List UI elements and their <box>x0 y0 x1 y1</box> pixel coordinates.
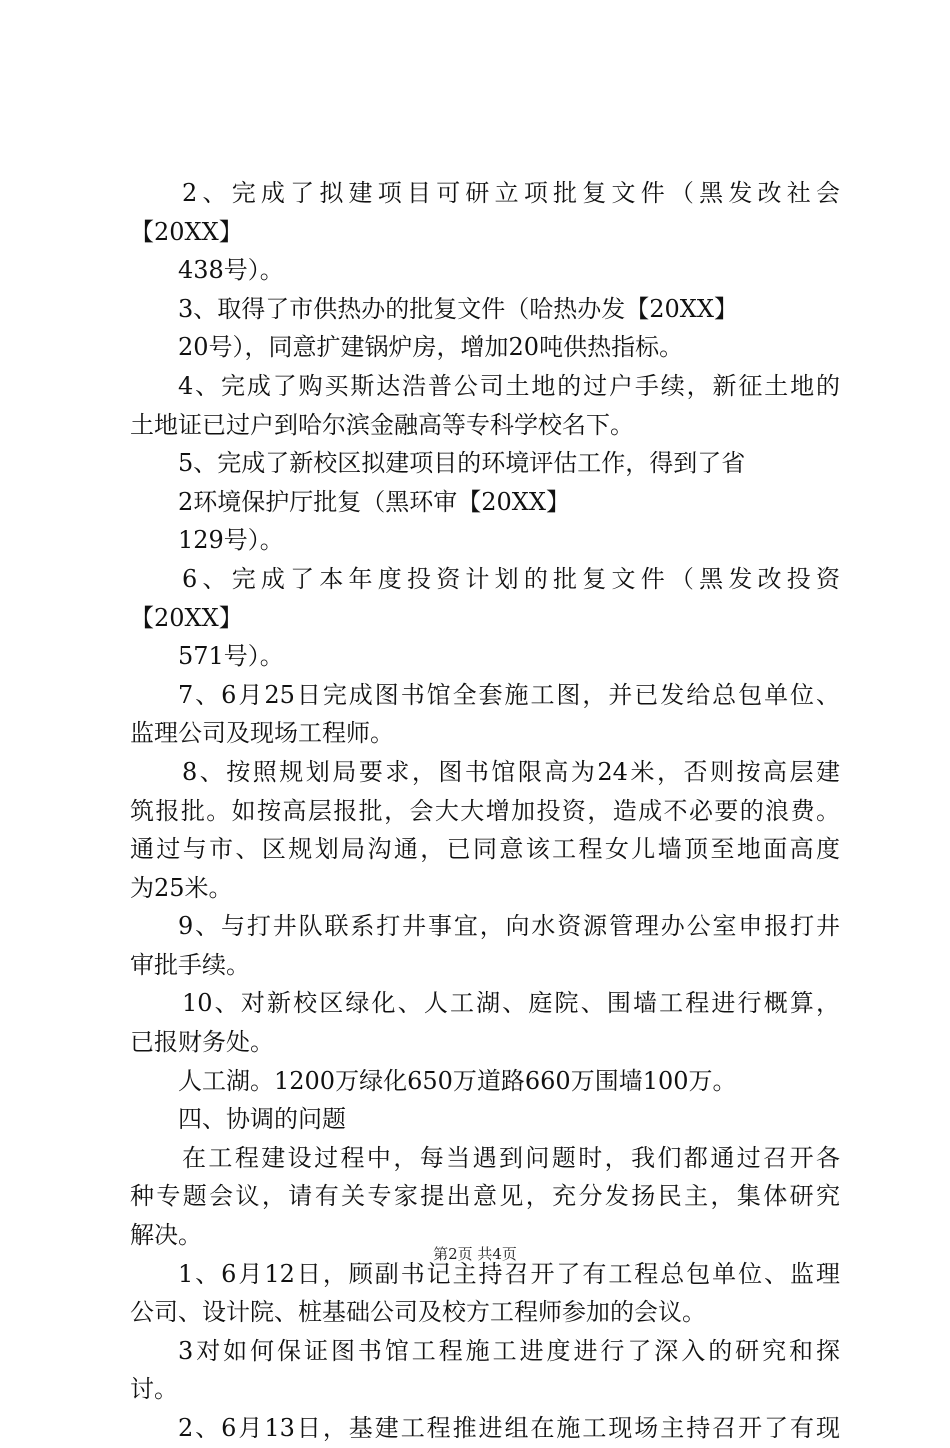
text-line: 571号）。 <box>178 642 284 671</box>
text-line: 2、6月13日，基建工程推进组在施工现场主持召开了有现 <box>178 1414 840 1442</box>
text-line: 6、完成了本年度投资计划的批复文件（黑发改投资 <box>182 564 840 593</box>
text-line: 土地证已过户到哈尔滨金融高等专科学校名下。 <box>130 410 634 439</box>
text-line: 1、6月12日，顾副书记主持召开了有工程总包单位、监理 <box>178 1259 840 1288</box>
text-line: 筑报批。如按高层报批，会大大增加投资，造成不必要的浪费。 <box>130 796 840 825</box>
text-line: 5、完成了新校区拟建项目的环境评估工作，得到了省 <box>178 449 746 478</box>
text-line: 监理公司及现场工程师。 <box>130 719 394 748</box>
text-line: 已报财务处。 <box>130 1028 274 1057</box>
text-line: 讨。 <box>130 1375 178 1404</box>
page-footer <box>0 1244 950 1264</box>
text-line: 7、6月25日完成图书馆全套施工图，并已发给总包单位、 <box>178 680 840 709</box>
text-line: 【20XX】 <box>130 217 243 246</box>
text-line: 人工湖。1200万绿化650万道路660万围墙100万。 <box>178 1066 737 1095</box>
text-line: 解决。 <box>130 1221 202 1250</box>
text-line: 四、协调的问题 <box>178 1105 346 1134</box>
text-line: 129号）。 <box>178 526 284 555</box>
text-line: 9、与打井队联系打井事宜，向水资源管理办公室申报打井 <box>178 912 840 941</box>
text-line: 通过与市、区规划局沟通，已同意该工程女儿墙顶至地面高度 <box>130 835 840 864</box>
text-line: 种专题会议，请有关专家提出意见，充分发扬民主，集体研究 <box>130 1182 840 1211</box>
text-line: 公司、设计院、桩基础公司及校方工程师参加的会议。 <box>130 1298 706 1327</box>
text-line: 为25米。 <box>130 873 233 902</box>
text-line: 8、按照规划局要求，图书馆限高为24米，否则按高层建 <box>182 757 840 786</box>
text-line: 【20XX】 <box>130 603 243 632</box>
text-line: 2、完成了拟建项目可研立项批复文件（黑发改社会 <box>182 179 840 207</box>
text-line: 3对如何保证图书馆工程施工进度进行了深入的研究和探 <box>178 1336 840 1365</box>
text-line: 10、对新校区绿化、人工湖、庭院、围墙工程进行概算， <box>182 989 840 1018</box>
text-line: 438号）。 <box>178 256 284 285</box>
text-line: 4、完成了购买斯达浩普公司土地的过户手续，新征土地的 <box>178 371 840 400</box>
text-line: 20号），同意扩建锅炉房，增加20吨供热指标。 <box>178 333 684 362</box>
text-line: 审批手续。 <box>130 950 250 979</box>
text-line: 3、取得了市供热办的批复文件（哈热办发【20XX】 <box>178 294 738 323</box>
text-line: 2环境保护厅批复（黑环审【20XX】 <box>178 487 570 516</box>
text-line: 在工程建设过程中，每当遇到问题时，我们都通过召开各 <box>182 1143 840 1172</box>
page-number: 第2页 共4页 <box>433 1245 517 1263</box>
